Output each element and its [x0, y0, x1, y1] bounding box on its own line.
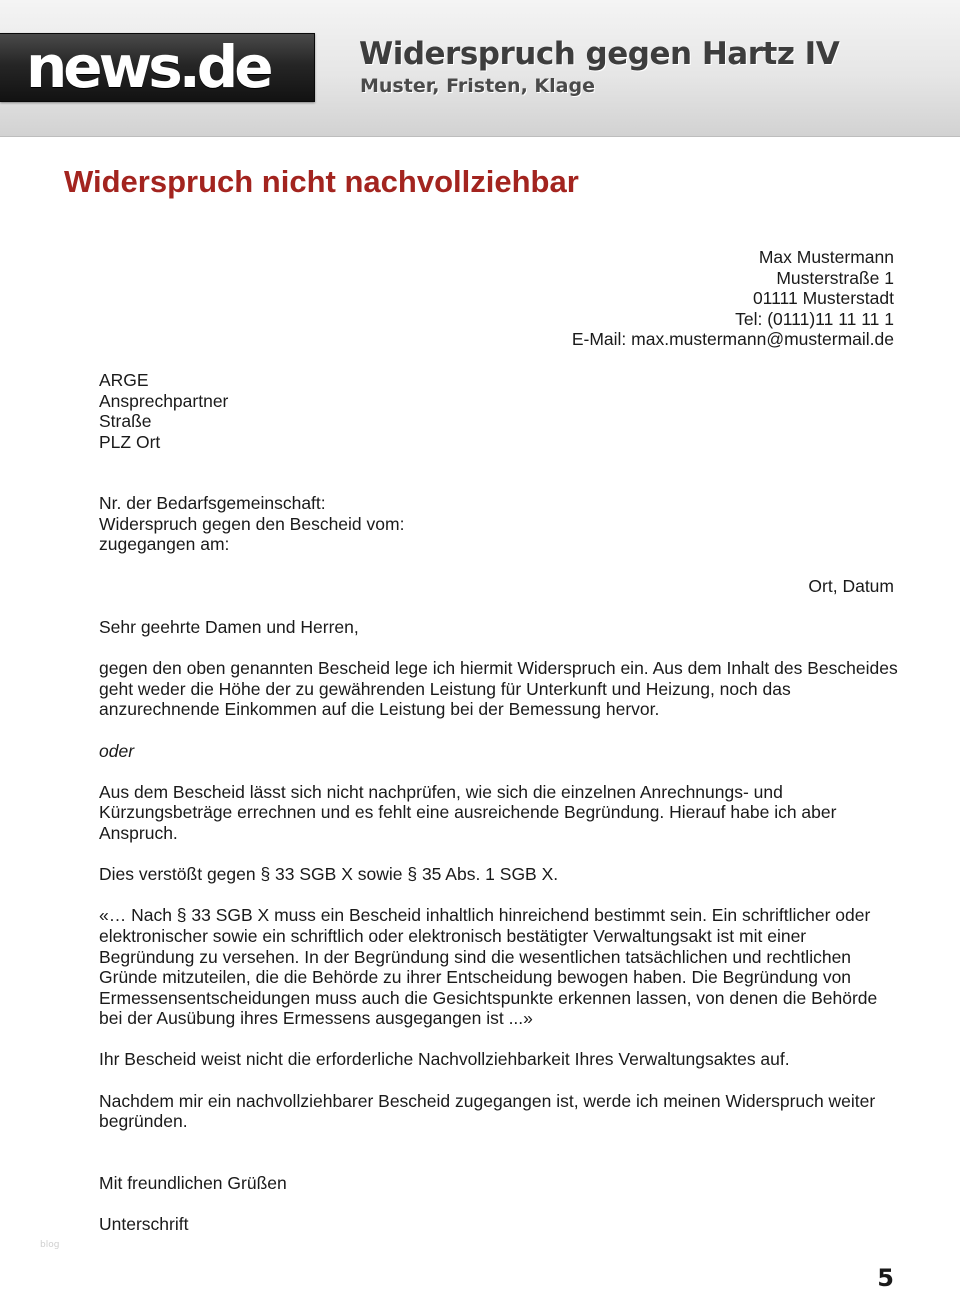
sender-address [572, 247, 894, 350]
banner-subtitle: Muster, Fristen, Klage [360, 75, 595, 97]
legal-quote: «… Nach § 33 SGB X muss ein Bescheid inhaltlich hinreichend bestimmt sein. Ein schriftlicher oder elektronischer sowie ein schriftlich oder elektronisch bestätigter Verwaltungsakt ist mit einer Begründung zu versehen. In der Begründung sind die wesentlichen tatsächlichen und rechtlichen Gründe mitzuteilen, die die Behörde zu ihrer Entscheidung bewogen haben. Die Begründung von Ermessensentscheidungen muss auch die Gesichtspunkte erkennen lassen, von denen die Behörde bei der Ausübung ihres Ermessens ausgegangen ist ...» [99, 905, 878, 1029]
signature: Unterschrift [99, 1214, 189, 1235]
place-date: Ort, Datum [808, 576, 894, 596]
body-paragraph: Ihr Bescheid weist nicht die erforderliche Nachvollziehbarkeit Ihres Verwaltungsaktes auf. [99, 1049, 790, 1070]
news-de-logo[interactable] [0, 33, 315, 102]
logo-text: news.de [26, 33, 270, 101]
header-banner [0, 0, 960, 137]
closing: Mit freundlichen Grüßen [99, 1173, 287, 1194]
recipient-line: PLZ Ort [99, 431, 161, 452]
recipient-line: Straße [99, 411, 152, 432]
sender-phone: Tel: (0111)11 11 11 1 [735, 308, 894, 329]
recipient-line: Ansprechpartner [99, 390, 229, 411]
alternative-marker: oder [99, 740, 135, 761]
salutation: Sehr geehrte Damen und Herren, [99, 617, 359, 637]
sender-street: Musterstraße 1 [776, 267, 894, 288]
sender-city: 01111 Musterstadt [752, 288, 894, 309]
recipient-line: ARGE [99, 370, 149, 390]
watermark: blog [40, 1240, 60, 1250]
letter-body [99, 617, 899, 1255]
reference-line: Widerspruch gegen den Bescheid vom: [99, 513, 405, 534]
banner-title: Widerspruch gegen Hartz IV [359, 36, 840, 72]
body-paragraph: gegen den oben genannten Bescheid lege ich hiermit Widerspruch ein. Aus dem Inhalt des Bescheides geht weder die Höhe der zu gewährenden Leistung für Unterkunft und Heizung, noch das anzurechnende Einkommen auf die Leistung bei der Bemessung hervor. [99, 658, 898, 720]
body-paragraph: Dies verstößt gegen § 33 SGB X sowie § 35 Abs. 1 SGB X. [99, 864, 559, 885]
body-paragraph: Nachdem mir ein nachvollziehbarer Bescheid zugegangen ist, werde ich meinen Widerspruch weiter begründen. [99, 1090, 876, 1132]
reference-block [99, 493, 404, 555]
page-number: 5 [877, 1264, 894, 1292]
sender-name: Max Mustermann [758, 247, 894, 267]
page-title: Widerspruch nicht nachvollziehbar [64, 164, 579, 199]
body-paragraph: Aus dem Bescheid lässt sich nicht nachprüfen, wie sich die einzelnen Anrechnungs- und Kürzungsbeträge errechnen und es fehlt eine ausreichende Begründung. Hierauf habe ich aber Anspruch. [99, 781, 837, 843]
reference-line: Nr. der Bedarfsgemeinschaft: [99, 493, 326, 513]
reference-line: zugegangen am: [99, 534, 230, 555]
recipient-address [99, 370, 228, 452]
sender-email: E-Mail: max.mustermann@mustermail.de [571, 329, 894, 350]
